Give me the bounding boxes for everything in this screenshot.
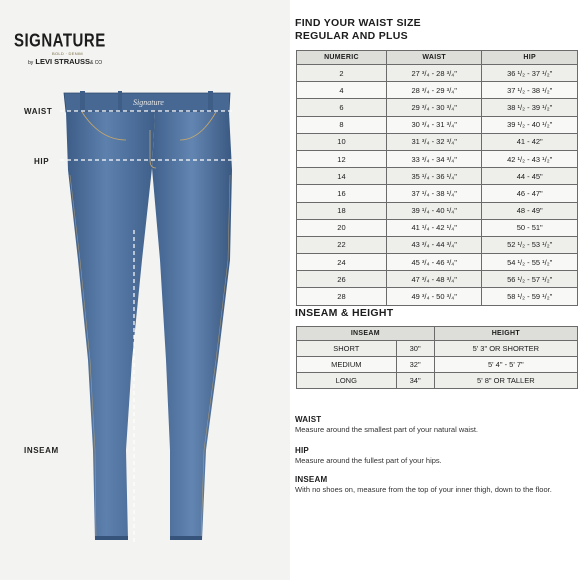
size-hip-cell: 39 ¹/₂ - 40 ¹/₂" bbox=[482, 116, 578, 133]
table-row bbox=[297, 271, 578, 288]
size-hip-cell: 46 - 47" bbox=[482, 185, 578, 202]
left-leg bbox=[66, 112, 155, 540]
size-waist-cell: 45 ³/₄ - 46 ³/₄" bbox=[386, 254, 482, 271]
size-waist-cell: 31 ³/₄ - 32 ³/₄" bbox=[386, 133, 482, 150]
size-numeric-cell: 22 bbox=[297, 236, 387, 253]
brand-tagline: BOLD · DENIM bbox=[52, 51, 83, 56]
size-waist-cell: 30 ³/₄ - 31 ³/₄" bbox=[386, 116, 482, 133]
waist-size-title-line1: FIND YOUR WAIST SIZE bbox=[295, 17, 421, 29]
size-numeric-cell: 2 bbox=[297, 65, 387, 82]
size-waist-cell: 43 ³/₄ - 44 ³/₄" bbox=[386, 236, 482, 253]
size-waist-cell: 47 ³/₄ - 48 ³/₄" bbox=[386, 271, 482, 288]
column-header-numeric: NUMERIC bbox=[297, 51, 387, 65]
size-hip-cell: 50 - 51" bbox=[482, 219, 578, 236]
inseam-height-title: INSEAM & HEIGHT bbox=[295, 307, 394, 319]
size-waist-cell: 29 ³/₄ - 30 ³/₄" bbox=[386, 99, 482, 116]
definition-term-waist: WAIST bbox=[295, 415, 322, 424]
size-waist-cell: 41 ¹/₄ - 42 ¹/₄" bbox=[386, 219, 482, 236]
size-numeric-cell: 20 bbox=[297, 219, 387, 236]
size-numeric-cell: 8 bbox=[297, 116, 387, 133]
size-waist-cell: 28 ³/₄ - 29 ³/₄" bbox=[386, 82, 482, 99]
waist-size-title-line2: REGULAR AND PLUS bbox=[295, 30, 408, 42]
size-hip-cell: 36 ¹/₂ - 37 ¹/₂" bbox=[482, 65, 578, 82]
size-hip-cell: 56 ¹/₂ - 57 ¹/₂" bbox=[482, 271, 578, 288]
table-row bbox=[297, 168, 578, 185]
size-numeric-cell: 28 bbox=[297, 288, 387, 305]
inseam-label: INSEAM bbox=[24, 446, 59, 455]
inseam-height-table-body bbox=[297, 341, 578, 389]
waist-size-table-body bbox=[297, 65, 578, 306]
inseam-length-name-cell: SHORT bbox=[297, 341, 397, 357]
waist-size-table bbox=[296, 50, 578, 306]
inseam-length-name-cell: MEDIUM bbox=[297, 357, 397, 373]
table-row bbox=[297, 185, 578, 202]
table-row bbox=[297, 202, 578, 219]
belt-loop bbox=[80, 91, 85, 113]
table-row bbox=[297, 288, 578, 305]
size-waist-cell: 37 ¹/₄ - 38 ¹/₄" bbox=[386, 185, 482, 202]
waist-label: WAIST bbox=[24, 107, 53, 116]
table-row bbox=[297, 219, 578, 236]
size-hip-cell: 44 - 45" bbox=[482, 168, 578, 185]
table-header-row bbox=[297, 51, 578, 65]
inseam-length-cell: 30" bbox=[396, 341, 434, 357]
column-header-waist: WAIST bbox=[386, 51, 482, 65]
definition-text-waist: Measure around the smallest part of your natural waist. bbox=[295, 425, 479, 434]
table-row bbox=[297, 133, 578, 150]
size-hip-cell: 58 ¹/₂ - 59 ¹/₂" bbox=[482, 288, 578, 305]
column-header-inseam: INSEAM bbox=[297, 327, 435, 341]
size-waist-cell: 33 ³/₄ - 34 ³/₄" bbox=[386, 150, 482, 167]
table-row bbox=[297, 373, 578, 389]
table-header-row bbox=[297, 327, 578, 341]
size-hip-cell: 42 ¹/₂ - 43 ¹/₂" bbox=[482, 150, 578, 167]
waistband-logo: Signature bbox=[133, 98, 164, 107]
size-numeric-cell: 18 bbox=[297, 202, 387, 219]
definition-text-inseam: With no shoes on, measure from the top of your inner thigh, down to the floor. bbox=[295, 485, 552, 494]
brand-maker: by LEVI STRAUSS& CO bbox=[28, 57, 103, 66]
column-header-hip: HIP bbox=[482, 51, 578, 65]
size-hip-cell: 54 ¹/₂ - 55 ¹/₂" bbox=[482, 254, 578, 271]
table-row bbox=[297, 150, 578, 167]
size-hip-cell: 38 ¹/₂ - 39 ¹/₂" bbox=[482, 99, 578, 116]
table-row bbox=[297, 116, 578, 133]
size-numeric-cell: 16 bbox=[297, 185, 387, 202]
table-row bbox=[297, 341, 578, 357]
size-numeric-cell: 26 bbox=[297, 271, 387, 288]
size-numeric-cell: 12 bbox=[297, 150, 387, 167]
size-waist-cell: 39 ¹/₄ - 40 ¹/₄" bbox=[386, 202, 482, 219]
left-hem bbox=[95, 536, 128, 540]
size-numeric-cell: 10 bbox=[297, 133, 387, 150]
table-row bbox=[297, 99, 578, 116]
belt-loop bbox=[118, 91, 122, 113]
size-numeric-cell: 24 bbox=[297, 254, 387, 271]
waist-size-title bbox=[295, 17, 421, 43]
brand-signature: SIGNATURE bbox=[14, 30, 106, 52]
size-waist-cell: 35 ¹/₄ - 36 ¹/₄" bbox=[386, 168, 482, 185]
inseam-height-table bbox=[296, 326, 578, 389]
table-row bbox=[297, 357, 578, 373]
inseam-length-name-cell: LONG bbox=[297, 373, 397, 389]
size-hip-cell: 41 - 42" bbox=[482, 133, 578, 150]
hip-label: HIP bbox=[34, 157, 50, 166]
size-hip-cell: 52 ¹/₂ - 53 ¹/₂" bbox=[482, 236, 578, 253]
column-header-height: HEIGHT bbox=[434, 327, 577, 341]
height-range-cell: 5' 4" - 5' 7" bbox=[434, 357, 577, 373]
size-waist-cell: 27 ³/₄ - 28 ³/₄" bbox=[386, 65, 482, 82]
size-numeric-cell: 6 bbox=[297, 99, 387, 116]
size-numeric-cell: 4 bbox=[297, 82, 387, 99]
inseam-length-cell: 34" bbox=[396, 373, 434, 389]
right-hem bbox=[170, 536, 202, 540]
definition-text-hip: Measure around the fullest part of your hips. bbox=[295, 456, 442, 465]
size-waist-cell: 49 ³/₄ - 50 ³/₄" bbox=[386, 288, 482, 305]
table-row bbox=[297, 254, 578, 271]
table-row bbox=[297, 65, 578, 82]
table-row bbox=[297, 236, 578, 253]
inseam-length-cell: 32" bbox=[396, 357, 434, 373]
belt-loop bbox=[208, 91, 213, 113]
height-range-cell: 5' 8" OR TALLER bbox=[434, 373, 577, 389]
size-numeric-cell: 14 bbox=[297, 168, 387, 185]
height-range-cell: 5' 3" OR SHORTER bbox=[434, 341, 577, 357]
size-hip-cell: 48 - 49" bbox=[482, 202, 578, 219]
definition-term-inseam: INSEAM bbox=[295, 475, 328, 484]
size-hip-cell: 37 ¹/₂ - 38 ¹/₂" bbox=[482, 82, 578, 99]
table-row bbox=[297, 82, 578, 99]
definition-term-hip: HIP bbox=[295, 446, 309, 455]
